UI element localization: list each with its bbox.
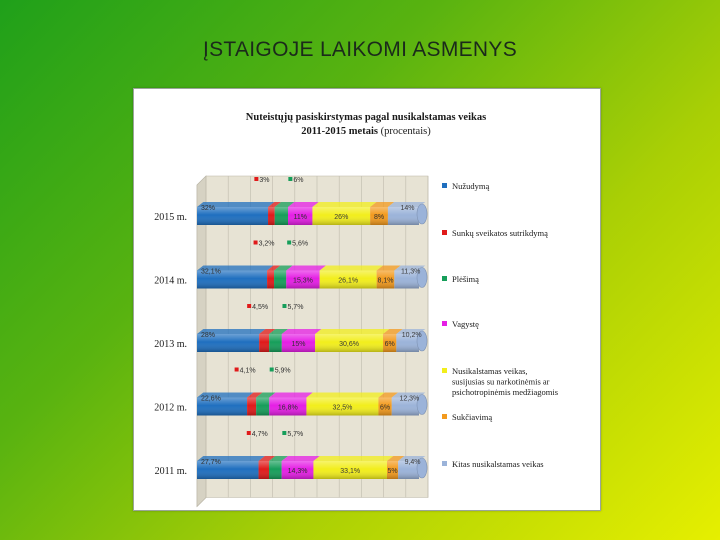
slide-title: ĮSTAIGOJE LAIKOMI ASMENYS (202, 38, 518, 61)
y-tick-label: 2012 m. (154, 402, 187, 414)
data-label: 6% (293, 177, 304, 184)
data-label: 22,6% (201, 395, 221, 403)
data-label: 30,6% (339, 341, 359, 348)
data-label: 9,4% (404, 459, 421, 466)
data-label: 5,7% (287, 304, 304, 311)
data-label: 3% (259, 177, 270, 184)
data-label: 32,1% (201, 268, 221, 276)
data-label: 16,8% (277, 404, 298, 412)
data-label: 4,5% (252, 304, 269, 311)
legend-swatch (442, 276, 447, 281)
y-tick-label: 2015 m. (154, 212, 187, 223)
data-label: 28% (201, 332, 216, 339)
data-label-marker (288, 177, 292, 181)
legend-label: Sukčiavimą (452, 412, 493, 422)
data-label: 4,7% (251, 431, 268, 438)
data-label: 33,1% (340, 468, 361, 475)
chart-title-units: (procentais) (377, 126, 431, 137)
data-label: 4,1% (239, 367, 256, 375)
data-label: 8% (373, 214, 385, 221)
data-label: 26,1% (338, 277, 359, 285)
data-label-marker (282, 304, 286, 308)
data-label: 12,3% (399, 395, 420, 403)
data-label-marker (247, 431, 251, 435)
bar-end-cap (417, 204, 427, 224)
data-label: 10,2% (401, 332, 422, 339)
legend-swatch (442, 321, 447, 326)
data-label: 32,5% (332, 404, 353, 412)
data-label: 5,9% (274, 367, 291, 375)
legend-label: Sunkų sveikatos sutrikdymą (452, 228, 548, 238)
data-label-marker (235, 368, 239, 372)
y-tick-label: 2013 m. (154, 339, 187, 350)
data-label: 5% (387, 468, 398, 475)
data-label: 26% (334, 214, 349, 221)
stacked-bar-chart (134, 89, 600, 510)
legend (442, 181, 558, 469)
data-label-marker (254, 241, 258, 245)
chart-title-years: 2011-2015 metais (301, 126, 378, 137)
data-label: 27,7% (201, 459, 221, 466)
data-label: 14% (400, 205, 415, 212)
legend-swatch (442, 461, 447, 466)
legend-entry-vagyste (442, 319, 479, 329)
legend-entry-nuzudyma (442, 181, 490, 191)
legend-entry-nusikalstamas-veikas-susijusias-su-narko (442, 366, 558, 397)
legend-entry-kitas-nusikalstamas-veikas (442, 459, 544, 469)
legend-label: Nusikalstamas veikas, susijusias su narkotinėmis ar psichotropinėmis medžiagomis (452, 366, 558, 397)
data-label: 6% (380, 404, 391, 412)
data-label-marker (247, 304, 251, 308)
data-label: 3,2% (258, 240, 275, 248)
data-label: 14,3% (287, 468, 308, 475)
legend-entry-sunku-sveikatos-sutrikdyma (442, 228, 548, 238)
legend-swatch (442, 230, 447, 235)
y-tick-label: 2014 m. (154, 275, 187, 287)
data-label-marker (287, 241, 291, 245)
legend-label: Plėšimą (452, 274, 479, 284)
data-label: 5,7% (287, 431, 304, 438)
y-tick-label: 2011 m. (154, 466, 187, 477)
legend-swatch (442, 414, 447, 419)
legend-label: Vagystę (452, 319, 479, 329)
legend-swatch (442, 183, 447, 188)
legend-label: Nužudymą (452, 181, 490, 191)
data-label: 8,1% (377, 277, 394, 285)
chart-title-line1: Nuteistųjų pasiskirstymas pagal nusikalstamas veikas (245, 112, 487, 123)
data-label-marker (254, 177, 258, 181)
chart-panel (133, 88, 601, 511)
data-label: 5,6% (292, 240, 309, 248)
legend-entry-sukciavima (442, 412, 492, 422)
data-label: 6% (384, 341, 395, 348)
legend-swatch (442, 368, 447, 373)
data-label: 32% (201, 205, 216, 212)
data-label: 15% (291, 341, 306, 348)
data-label-marker (282, 431, 286, 435)
chart-title-line2 (301, 126, 431, 137)
data-label: 11% (293, 214, 307, 221)
legend-label: Kitas nusikalstamas veikas (452, 459, 544, 469)
data-label-marker (270, 368, 274, 372)
data-label: 15,3% (293, 277, 313, 285)
y-axis-labels (154, 212, 187, 477)
data-label: 11,3% (400, 268, 421, 276)
legend-entry-plesima (442, 274, 479, 284)
